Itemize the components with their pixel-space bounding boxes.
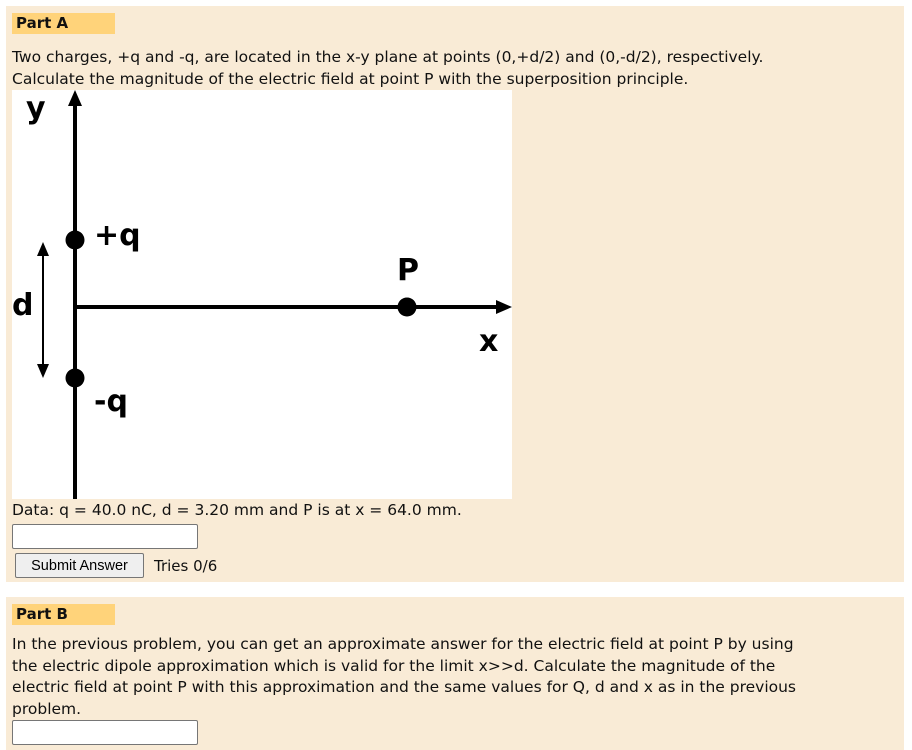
part-b-title: Part B [12,604,115,625]
part-a-question-line: Two charges, +q and -q, are located in the x-y plane at points (0,+d/2) and (0,-d/2), respectively. [12,48,764,66]
minus-charge-dot [66,369,85,388]
part-b-answer-input[interactable] [12,720,198,745]
tries-counter: Tries 0/6 [154,557,218,575]
part-b-question [12,634,892,720]
point-p-dot [398,298,417,317]
part-a-title: Part A [12,13,115,34]
dipole-diagram [12,90,512,499]
submit-answer-button[interactable]: Submit Answer [15,553,144,578]
part-b-question-line: the electric dipole approximation which is valid for the limit x>>d. Calculate the magnitude of the [12,656,776,675]
plus-charge-dot [66,231,85,250]
part-b-question-line: In the previous problem, you can get an approximate answer for the electric field at point P by using [12,635,794,653]
part-a-question-line: Calculate the magnitude of the electric field at point P with the superposition principle. [12,69,689,88]
plus-charge-label: +q [94,218,141,253]
part-a-panel [6,6,904,582]
d-label: d [12,288,34,323]
part-b-panel [6,597,904,750]
part-a-data: Data: q = 40.0 nC, d = 3.20 mm and P is at x = 64.0 mm. [12,501,462,519]
x-axis-arrowhead [496,300,512,314]
d-arrow-down [37,364,49,378]
point-p-label: P [397,253,419,288]
y-axis-label: y [26,91,46,126]
x-axis-label: x [479,324,499,359]
dipole-figure [12,90,512,499]
part-a-answer-input[interactable] [12,524,198,549]
part-b-question-line: electric field at point P with this approximation and the same values for Q, d and x as in the previous [12,678,797,696]
part-b-question-line: problem. [12,699,82,718]
y-axis-arrowhead [68,90,82,106]
minus-charge-label: -q [94,384,128,419]
d-arrow-up [37,242,49,256]
part-a-question [12,47,892,90]
